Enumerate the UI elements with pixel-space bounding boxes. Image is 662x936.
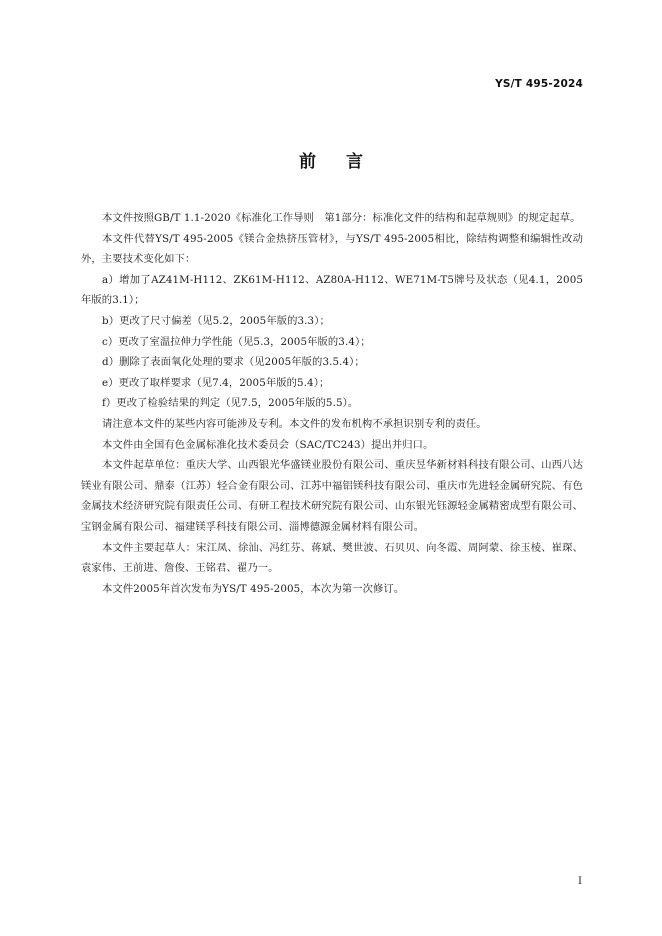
page-title (0, 147, 662, 172)
paragraph-patent-notice: 请注意本文件的某些内容可能涉及专利。本文件的发布机构不承担识别专利的责任。 (102, 417, 487, 430)
paragraph-drafting-units: 本文件起草单位：重庆大学、山西银光华盛镁业股份有限公司、重庆昱华新材料科技有限公司、山西八达镁业有限公司、鼎泰（江苏）轻合金有限公司、江苏中福铝镁科技有限公司、重庆市先进轻金属研究院、有色金属技术经济研究院有限责任公司、有研工程技术研究院有限公司、山东银光钰源轻金属精密成型有限公司、宝钢金属有限公司、福建镁孚科技有限公司、淄博德源金属材料有限公司。 (81, 459, 583, 533)
change-item-c: c）更改了室温拉伸力学性能（见5.3，2005年版的3.4）； (102, 335, 371, 348)
paragraph-drafters: 本文件主要起草人：宋江凤、徐汕、冯红芬、蒋斌、樊世波、石贝贝、向冬霞、周阿蒙、徐玉棱、崔琛、袁家伟、王前进、詹俊、王铭君、翟乃一。 (81, 541, 583, 575)
paragraph-proposer: 本文件由全国有色金属标准化技术委员会（SAC/TC243）提出并归口。 (102, 438, 434, 451)
page-number: I (578, 876, 582, 887)
paragraph-replacement: 本文件代替YS/T 495-2005《镁合金热挤压管材》，与YS/T 495-2005相比，除结构调整和编辑性改动外，主要技术变化如下： (81, 232, 583, 266)
paragraph-drafting-rules: 本文件按照GB/T 1.1-2020《标准化工作导则 第1部分：标准化文件的结构和起草规则》的规定起草。 (102, 212, 581, 224)
change-item-d: d）删除了表面氧化处理的要求（见2005年版的3.5.4）； (102, 356, 365, 369)
title-char-1: 前 (299, 152, 316, 172)
foreword-body (81, 208, 583, 599)
title-char-2: 言 (346, 152, 363, 172)
change-item-a: a）增加了AZ41M-H112、ZK61M-H112、AZ80A-H112、WE71M-T5牌号及状态（见4.1，2005年版的3.1）； (81, 273, 583, 307)
paragraph-history: 本文件2005年首次发布为YS/T 495-2005，本次为第一次修订。 (102, 582, 405, 595)
change-item-b: b）更改了尺寸偏差（见5.2，2005年版的3.3）； (102, 314, 330, 327)
change-item-f: f）更改了检验结果的判定（见7.5，2005年版的5.5）。 (102, 397, 359, 410)
document-code: YS/T 495-2024 (495, 78, 583, 90)
change-item-e: e）更改了取样要求（见7.4，2005年版的5.4）； (102, 376, 330, 389)
